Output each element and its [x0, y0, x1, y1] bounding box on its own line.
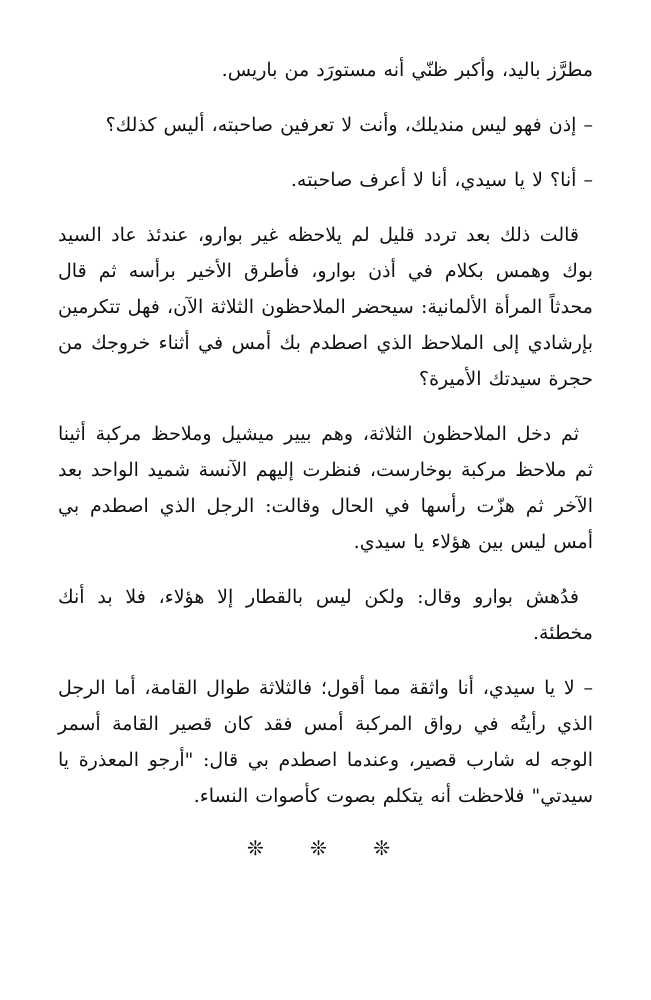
- paragraph-6: فدُهش بوارو وقال: ولكن ليس بالقطار إلا هؤلاء، فلا بد أنك مخطئة.: [58, 586, 593, 644]
- paragraph-7: – لا يا سيدي، أنا واثقة مما أقول؛ فالثلاثة طوال القامة، أما الرجل الذي رأيتُه في رواق المركبة أمس فقد كان قصير القامة أسمر الوجه له شارب قصير، وعندما اصطدم بي قال: "أرجو المعذرة يا سيدتي" فلاحظت أنه يتكلم بصوت كأصوات النساء.: [58, 677, 593, 807]
- paragraph-1: مطرَّز باليد، وأكبر ظنّي أنه مستورَد من باريس.: [221, 59, 593, 81]
- paragraph-3: – أنا؟ لا يا سيدي، أنا لا أعرف صاحبته.: [290, 169, 593, 191]
- paragraph-2: – إذن فهو ليس منديلك، وأنت لا تعرفين صاحبته، أليس كذلك؟: [105, 114, 593, 136]
- paragraph-4: قالت ذلك بعد تردد قليل لم يلاحظه غير بوارو، عندئذ عاد السيد بوك وهمس بكلام في أذن بوارو، فأطرق الأخير برأسه ثم قال محدثاً المرأة الألمانية: سيحضر الملاحظون الثلاثة الآن، فهل تتكرمين بإرشادي إلى الملاحظ الذي اصطدم بك أمس في أثناء خروجك من حجرة سيدتك الأميرة؟: [58, 224, 593, 390]
- asterism-icon: ❊: [373, 836, 404, 860]
- section-separator: [58, 836, 593, 860]
- page-body: [58, 52, 593, 860]
- asterism-icon: ❊: [246, 836, 278, 860]
- paragraph-5: ثم دخل الملاحظون الثلاثة، وهم بيير ميشيل وملاحظ مركبة أثينا ثم ملاحظ مركبة بوخارست، فنظرت إليهم الآنسة شميد الواحد بعد الآخر ثم هزّت رأسها في الحال وقالت: الرجل الذي اصطدم بي أمس ليس بين هؤلاء يا سيدي.: [58, 423, 593, 553]
- asterism-icon: ❊: [310, 836, 341, 860]
